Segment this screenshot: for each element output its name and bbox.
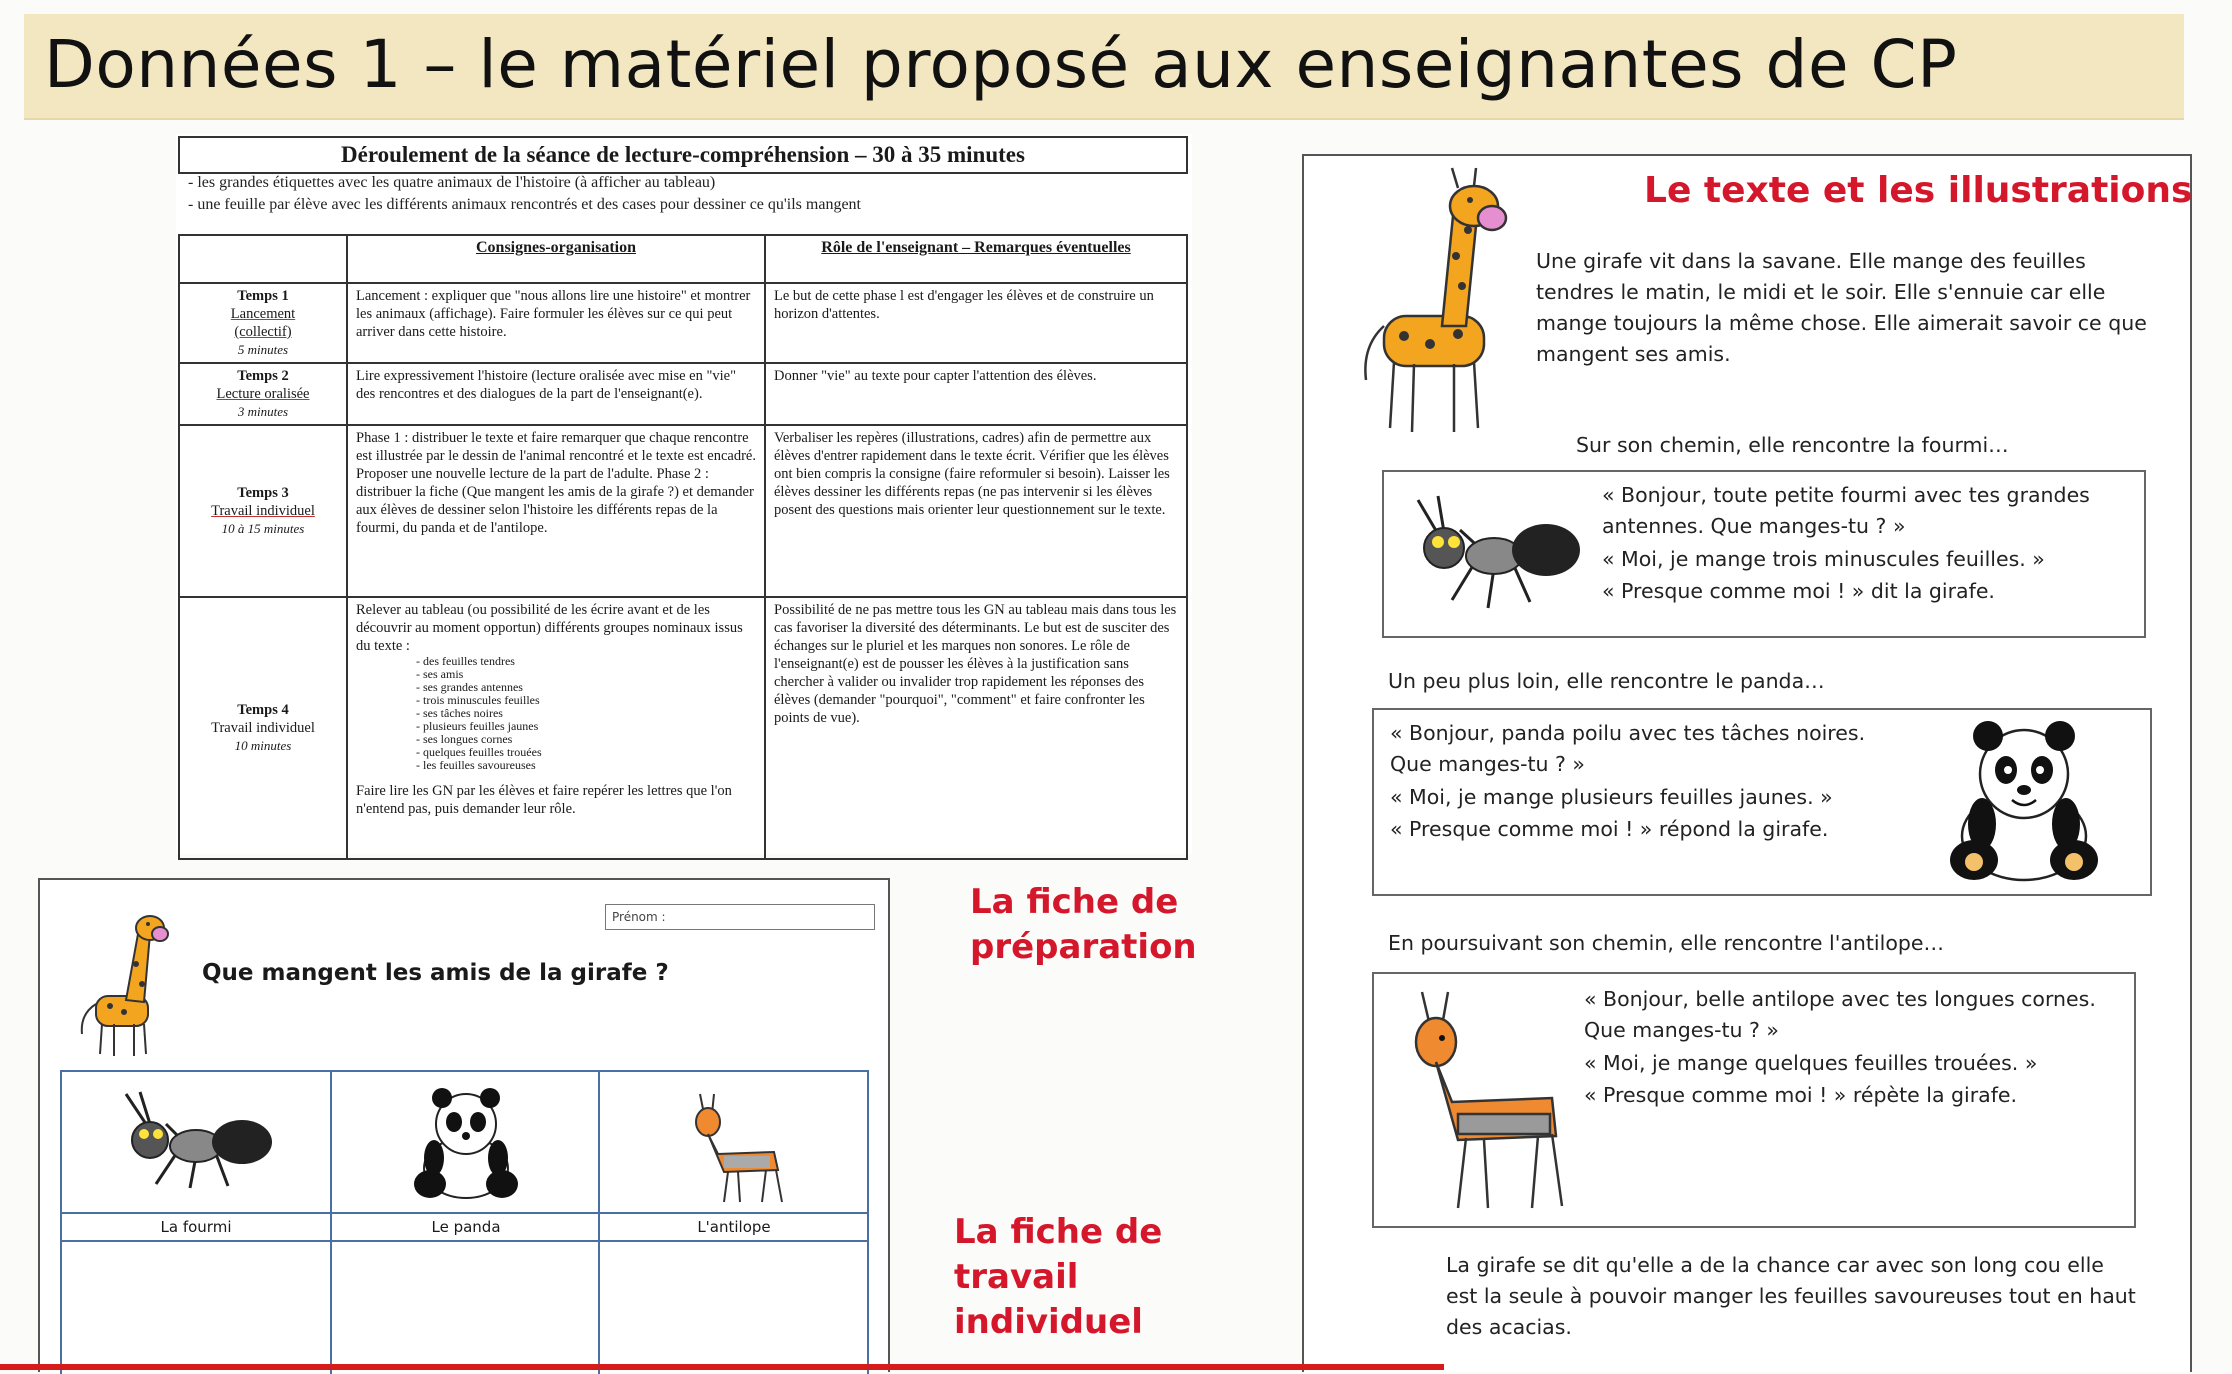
ant-illustration bbox=[1398, 490, 1588, 620]
instructions-cell: Lire expressivement l'histoire (lecture oralisée avec mise en "vie" des rencontres et des dialogues de la part de l'enseignant(e). bbox=[347, 363, 765, 425]
dialogue-line: « Presque comme moi ! » répond la girafe. bbox=[1390, 817, 1829, 841]
title-banner bbox=[24, 14, 2184, 120]
story-title: Le texte et les illustrations bbox=[1644, 170, 2193, 211]
antelope-illustration bbox=[644, 1084, 824, 1204]
table-row bbox=[179, 363, 1187, 425]
work-sheet-label: La fiche de travail individuel bbox=[954, 1212, 1163, 1342]
list-item: - ses amis bbox=[416, 668, 756, 681]
giraffe-illustration bbox=[60, 904, 180, 1064]
lesson-plan-table bbox=[178, 234, 1188, 860]
table-header bbox=[179, 235, 347, 283]
instructions-cell: Phase 1 : distribuer le texte et faire remarquer que chaque rencontre est illustrée par le dessin de l'animal rencontré et le texte est encadré. Proposer une nouvelle lecture de la part de l'adulte. Phase 2 : distribuer la fiche (Que mangent les amis de la girafe ?) et demander aux élèves de dessiner selon l'histoire les différents repas de la fourmi, du panda et de l'antilope. bbox=[347, 425, 765, 597]
ant-dialogue-box bbox=[1382, 470, 2146, 638]
materials-line: - une feuille par élève avec les différents animaux rencontrés et des cases pour dessiner ce qu'ils mangent bbox=[188, 196, 861, 213]
phase-name: Travail individuel bbox=[211, 503, 315, 519]
lesson-plan-document bbox=[176, 134, 1192, 854]
animal-label: L'antilope bbox=[600, 1212, 868, 1242]
instructions-text: Relever au tableau (ou possibilité de les écrire avant et de les découvrir au moment opportun) différents groupes nominaux issus du texte : bbox=[356, 602, 743, 654]
animal-label: La fourmi bbox=[62, 1212, 330, 1242]
role-cell: Verbaliser les repères (illustrations, cadres) afin de permettre aux élèves d'entrer rapidement dans le texte écrit. Vérifier que les élèves ont bien compris la consigne (faire reformuler si besoin). Laisser les élèves dessiner les différents repas (ne pas intervenir si les élèves posent des questions mais orienter leur questionnement sur le texte. bbox=[765, 425, 1187, 597]
worksheet-column bbox=[598, 1072, 868, 1374]
worksheet-grid bbox=[60, 1070, 869, 1374]
table-header: Rôle de l'enseignant – Remarques éventuelles bbox=[765, 235, 1187, 283]
panda-illustration bbox=[1914, 716, 2134, 886]
dialogue-line: « Moi, je mange trois minuscules feuilles. » bbox=[1602, 547, 2045, 571]
list-item: - plusieurs feuilles jaunes bbox=[416, 720, 756, 733]
phase-number: Temps 2 bbox=[237, 368, 289, 384]
materials-line: - les grandes étiquettes avec les quatre animaux de l'histoire (à afficher au tableau) bbox=[188, 174, 716, 191]
story-conclusion: La girafe se dit qu'elle a de la chance car avec son long cou elle est la seule à pouvoir manger les feuilles savoureuses tout en haut des acacias. bbox=[1446, 1253, 2136, 1339]
list-item: - ses longues cornes bbox=[416, 733, 756, 746]
phase-duration: 10 minutes bbox=[234, 738, 292, 753]
phase-number: Temps 3 bbox=[237, 485, 289, 501]
list-item: - des feuilles tendres bbox=[416, 655, 756, 668]
dialogue-line: « Moi, je mange quelques feuilles trouées. » bbox=[1584, 1051, 2038, 1075]
animal-label: Le panda bbox=[332, 1212, 600, 1242]
table-row bbox=[179, 425, 1187, 597]
dialogue-line: « Bonjour, belle antilope avec tes longues cornes. Que manges-tu ? » bbox=[1584, 987, 2096, 1042]
ant-intro: Sur son chemin, elle rencontre la fourmi… bbox=[1576, 433, 2009, 457]
phase-duration: 5 minutes bbox=[237, 342, 289, 357]
panda-dialogue-box bbox=[1372, 708, 2152, 896]
antelope-intro: En poursuivant son chemin, elle rencontre l'antilope… bbox=[1388, 931, 1944, 955]
phase-cell bbox=[179, 363, 347, 425]
table-header-row bbox=[179, 235, 1187, 283]
list-item: - les feuilles savoureuses bbox=[416, 759, 756, 772]
phase-name: Lecture oralisée bbox=[216, 386, 310, 402]
antelope-dialogue-box bbox=[1372, 972, 2136, 1228]
dialogue-line: « Moi, je mange plusieurs feuilles jaunes. » bbox=[1390, 785, 1833, 809]
story-page bbox=[1302, 154, 2192, 1372]
table-header: Consignes-organisation bbox=[347, 235, 765, 283]
phase-mode: (collectif) bbox=[234, 324, 292, 340]
phase-number: Temps 1 bbox=[237, 288, 289, 304]
noun-group-list bbox=[416, 655, 756, 772]
table-row bbox=[179, 283, 1187, 363]
instructions-cell: Lancement : expliquer que "nous allons lire une histoire" et montrer les animaux (affichage). Faire formuler les élèves sur ce qui peut arriver dans cette histoire. bbox=[347, 283, 765, 363]
prep-sheet-label: La fiche de préparation bbox=[970, 882, 1197, 967]
dialogue-line: « Presque comme moi ! » répète la girafe. bbox=[1584, 1083, 2018, 1107]
giraffe-illustration bbox=[1354, 166, 1514, 446]
role-cell: Possibilité de ne pas mettre tous les GN au tableau mais dans tous les cas favoriser la diversité des déterminants. Le but est de susciter des échanges sur le pluriel et les marques non sonores. Le rôle de l'enseignant(e) est de pousser les élèves à la justification sans chercher à valider ou invalider trop rapidement les réponses des élèves (demander "pourquoi", "comment" et faire confronter les points de vue). bbox=[765, 597, 1187, 859]
worksheet-column bbox=[330, 1072, 600, 1374]
lesson-plan-title: Déroulement de la séance de lecture-compréhension – 30 à 35 minutes bbox=[178, 136, 1188, 174]
slide-title: Données 1 – le matériel proposé aux enseignantes de CP bbox=[44, 26, 1958, 103]
phase-duration: 10 à 15 minutes bbox=[221, 521, 305, 536]
instructions-text: Faire lire les GN par les élèves et faire repérer les lettres que l'on n'entend pas, puis demander leur rôle. bbox=[356, 783, 732, 817]
phase-cell bbox=[179, 597, 347, 859]
progress-bar bbox=[0, 1364, 1444, 1370]
phase-name: Travail individuel bbox=[211, 720, 315, 736]
worksheet-column bbox=[62, 1072, 330, 1374]
list-item: - ses grandes antennes bbox=[416, 681, 756, 694]
list-item: - quelques feuilles trouées bbox=[416, 746, 756, 759]
ant-illustration bbox=[106, 1084, 286, 1204]
name-field[interactable]: Prénom : bbox=[605, 904, 875, 930]
individual-worksheet bbox=[38, 878, 890, 1372]
panda-illustration bbox=[376, 1084, 556, 1204]
instructions-cell bbox=[347, 597, 765, 859]
phase-number: Temps 4 bbox=[237, 702, 289, 718]
dialogue-line: « Bonjour, toute petite fourmi avec tes grandes antennes. Que manges-tu ? » bbox=[1602, 483, 2090, 538]
phase-cell bbox=[179, 425, 347, 597]
role-cell: Le but de cette phase l est d'engager les élèves et de construire un horizon d'attentes. bbox=[765, 283, 1187, 363]
worksheet-question: Que mangent les amis de la girafe ? bbox=[202, 960, 669, 986]
dialogue-line: « Bonjour, panda poilu avec tes tâches noires. Que manges-tu ? » bbox=[1390, 721, 1866, 776]
phase-duration: 3 minutes bbox=[237, 404, 289, 419]
list-item: - trois minuscules feuilles bbox=[416, 694, 756, 707]
phase-name: Lancement bbox=[230, 306, 296, 322]
dialogue-line: « Presque comme moi ! » dit la girafe. bbox=[1602, 579, 1995, 603]
table-row bbox=[179, 597, 1187, 859]
role-cell: Donner "vie" au texte pour capter l'attention des élèves. bbox=[765, 363, 1187, 425]
phase-cell bbox=[179, 283, 347, 363]
panda-intro: Un peu plus loin, elle rencontre le panda… bbox=[1388, 669, 1825, 693]
story-intro: Une girafe vit dans la savane. Elle mange des feuilles tendres le matin, le midi et le soir. Elle s'ennuie car elle mange toujours la même chose. Elle aimerait savoir ce que mangent ses amis. bbox=[1536, 249, 2147, 366]
list-item: - ses tâches noires bbox=[416, 707, 756, 720]
antelope-illustration bbox=[1392, 986, 1582, 1216]
